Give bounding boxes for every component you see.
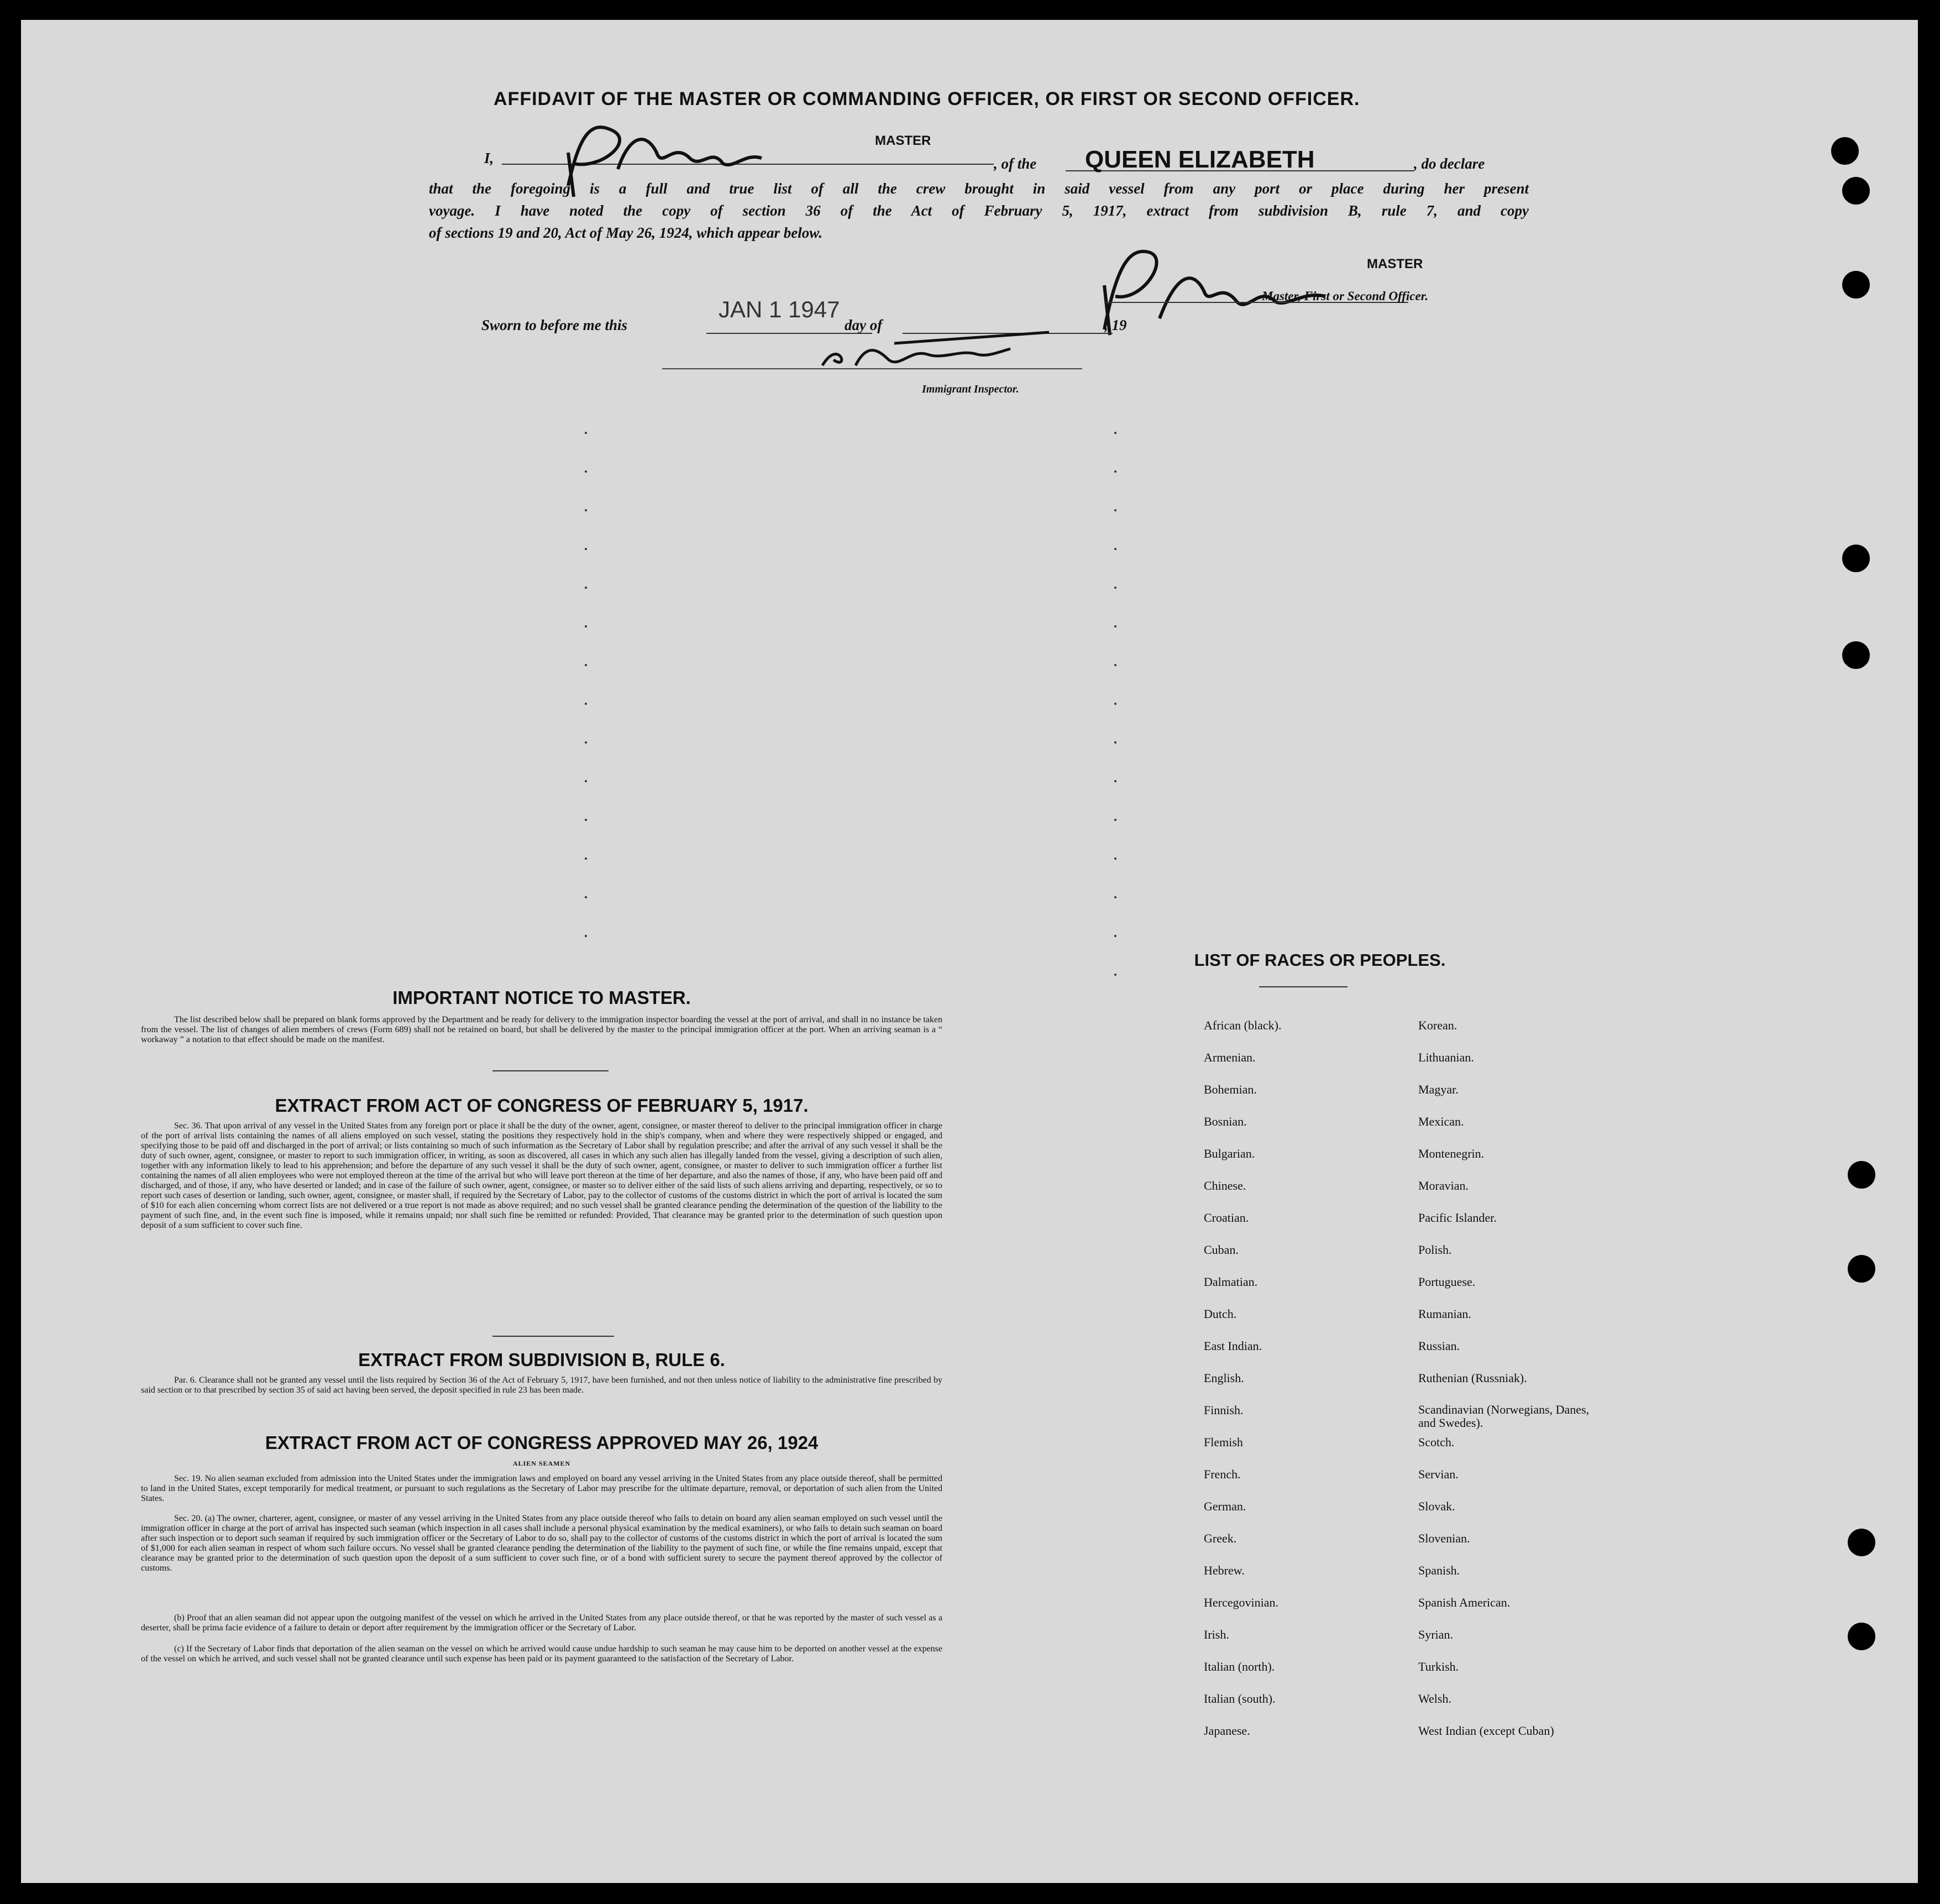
master-stamp-2: MASTER <box>1367 257 1423 271</box>
race-item: Pacific Islander. <box>1418 1211 1497 1225</box>
race-item: Greek. <box>1204 1531 1237 1545</box>
sworn-label: Sworn to before me this <box>481 317 628 333</box>
race-item: Polish. <box>1418 1243 1452 1257</box>
race-item: Irish. <box>1204 1628 1229 1641</box>
race-item: West Indian (except Cuban) <box>1418 1724 1554 1738</box>
race-item: Bosnian. <box>1204 1115 1247 1128</box>
inspector-caption: Immigrant Inspector. <box>922 383 1019 395</box>
affidavit-line-3: voyage. I have noted the copy of section 36 of the Act of February 5, 1917, extract from subdivision B, rule 7, and copy <box>429 202 1529 219</box>
extract-1924-subheading: ALIEN SEAMEN <box>512 1460 571 1467</box>
punch-hole <box>1848 1255 1875 1283</box>
punch-hole <box>1842 271 1870 299</box>
extract-1917-heading: EXTRACT FROM ACT OF CONGRESS OF FEBRUARY 5, 1917. <box>275 1095 809 1116</box>
race-item: Cuban. <box>1204 1243 1239 1257</box>
race-item: Scotch. <box>1418 1435 1455 1449</box>
races-heading: LIST OF RACES OR PEOPLES. <box>1194 950 1446 970</box>
race-item: Hercegovinian. <box>1204 1596 1278 1609</box>
do-declare-label: , do declare <box>1414 155 1485 172</box>
vessel-name: QUEEN ELIZABETH <box>1085 146 1315 173</box>
i-label: I, <box>484 150 494 166</box>
race-item: East Indian. <box>1204 1339 1262 1353</box>
race-item: Mexican. <box>1418 1115 1464 1128</box>
master-stamp: MASTER <box>875 133 931 148</box>
race-item: Japanese. <box>1204 1724 1250 1738</box>
race-item: Croatian. <box>1204 1211 1249 1225</box>
race-item: Welsh. <box>1418 1692 1451 1706</box>
of-the-label: , of the <box>994 155 1037 172</box>
inspector-signature-line <box>662 368 1082 369</box>
race-item: Finnish. <box>1204 1403 1244 1417</box>
race-item: Syrian. <box>1418 1628 1453 1641</box>
extract-1917-body: Sec. 36. That upon arrival of any vessel in the United States from any foreign port or place it shall be the duty of the owner, agent, consignee, or master thereof to deliver to the principal immigration officer in charge of the port of arrival lists containing the names of all aliens employed on such vessel, stating the positions they respectively hold in the ship's company, when and where they were respectively shipped or engaged, and specifying those to be paid off and discharged in the port of arrival; or lists containing so much of such information as the Secretary of Labor shall by regulation prescribe; and after the arrival of any such vessel it shall be the duty of such owner, agent, consignee, or master to report to such immigration officer, in writing, as soon as discovered, all cases in which any such alien has illegally landed from the vessel, giving a description of such alien, together with any information likely to lead to his apprehension; and before the departure of any such vessel it shall be the duty of such owner, agent, consignee, or master to deliver to such immigration officer a further list containing the names of all alien employees who were not employed thereon at the time of the arrival but who will leave port thereon at the time of her departure, and also the names of those, if any, who have been paid off and discharged, and of those, if any, who have deserted or landed; and in case of the failure of such owner, agent, consignee, or master so to deliver either of the said lists of such aliens arriving and departing, respectively, or so to report such cases of desertion or landing, such owner, agent, consignee, or master shall, if required by the Secretary of Labor, pay to the collector of customs of the customs district in which the port of arrival is located the sum of $10 for each alien concerning whom correct lists are not delivered or a true report is not made as above required; and no such vessel shall be granted clearance pending the determination of the question of the liability to the payment of such fine, and, in the event such fine is imposed, while it remains unpaid; nor shall such fine be remitted or refunded: Provided, That clearance may be granted prior to the determination of such question upon deposit of a sum sufficient to cover such fine. <box>141 1121 942 1230</box>
race-item: Russian. <box>1418 1339 1460 1353</box>
race-item: Italian (north). <box>1204 1660 1275 1673</box>
race-item: Hebrew. <box>1204 1563 1245 1577</box>
race-item: Italian (south). <box>1204 1692 1276 1706</box>
race-item: Ruthenian (Russniak). <box>1418 1371 1527 1385</box>
punch-hole <box>1848 1161 1875 1189</box>
divider <box>492 1070 609 1071</box>
race-item: Montenegrin. <box>1418 1147 1485 1160</box>
sec-20b: (b) Proof that an alien seaman did not appear upon the outgoing manifest of the vessel on which he arrived in the United States from any place outside thereof, or that he was reported by the master of such vessel as a deserter, shall be prima facie evidence of a failure to detain or deport after requirement by the immigration officer or the Secretary of Labor. <box>141 1613 942 1633</box>
sec-20c: (c) If the Secretary of Labor finds that deportation of the alien seaman on the vessel on which he arrived would cause undue hardship to such seaman he may cause him to be deported on another vessel at the expense of the vessel on which he arrived, and such vessel shall not be granted clearance until such expense has been paid or its payment guaranteed to the satisfaction of the Secretary of Labor. <box>141 1644 942 1664</box>
race-item: Korean. <box>1418 1018 1457 1032</box>
year-prefix: , 19 <box>1104 317 1127 333</box>
race-item: Lithuanian. <box>1418 1050 1474 1064</box>
punch-hole <box>1842 177 1870 205</box>
punch-hole <box>1842 641 1870 669</box>
sec-19: Sec. 19. No alien seaman excluded from admission into the United States under the immigration laws and employed on board any vessel arriving in the United States from any place outside thereof, shall be permitted to land in the United States, except temporarily for medical treatment, or pursuant to such regulations as the Secretary of Labor may prescribe for the ultimate departure, removal, or deportation of such alien from the United States. <box>141 1474 942 1503</box>
affidavit-line-4: of sections 19 and 20, Act of May 26, 1924, which appear below. <box>429 224 822 241</box>
race-item: Spanish. <box>1418 1563 1460 1577</box>
race-item: African (black). <box>1204 1018 1282 1032</box>
race-item: German. <box>1204 1499 1246 1513</box>
race-item: Moravian. <box>1418 1179 1469 1192</box>
race-item: Rumanian. <box>1418 1307 1471 1321</box>
inspector-signature <box>817 327 1082 382</box>
document-page <box>21 20 1918 1883</box>
race-item: Spanish American. <box>1418 1596 1511 1609</box>
races-divider <box>1259 986 1347 987</box>
race-item: Slovak. <box>1418 1499 1455 1513</box>
race-item: Chinese. <box>1204 1179 1246 1192</box>
race-item: Magyar. <box>1418 1082 1459 1096</box>
punch-hole <box>1831 137 1859 165</box>
extract-1924-heading: EXTRACT FROM ACT OF CONGRESS APPROVED MAY 26, 1924 <box>265 1432 819 1453</box>
subdivision-body: Par. 6. Clearance shall not be granted any vessel until the lists required by Section 36 of the Act of February 5, 1917, have been furnished, and not then unless notice of liability to the administrative fine prescribed by said section or to that prescribed by section 35 of said act having been served, the deposit specified in rule 23 has been made. <box>141 1375 942 1395</box>
race-item: Portuguese. <box>1418 1275 1476 1289</box>
race-item: Bulgarian. <box>1204 1147 1255 1160</box>
notice-body: The list described below shall be prepared on blank forms approved by the Department and be ready for delivery to the immigration inspector boarding the vessel at the port of arrival, and shall in no instance be taken from the vessel. The list of changes of alien members of crews (Form 689) shall not be retained on board, but shall be delivered by the master to the principal immigration officer at the port. When an arriving seaman is a “ workaway ” a notation to that effect should be made on the manifest. <box>141 1015 942 1044</box>
divider-2 <box>492 1336 614 1337</box>
race-item: Scandinavian (Norwegians, Danes, and Swedes). <box>1418 1403 1590 1430</box>
race-item: Dutch. <box>1204 1307 1237 1321</box>
punch-hole <box>1842 545 1870 572</box>
race-item: Flemish <box>1204 1435 1243 1449</box>
punch-hole <box>1848 1623 1875 1650</box>
subdivision-heading: EXTRACT FROM SUBDIVISION B, RULE 6. <box>358 1349 725 1370</box>
notice-heading: IMPORTANT NOTICE TO MASTER. <box>392 987 691 1008</box>
race-item: Dalmatian. <box>1204 1275 1258 1289</box>
race-item: Servian. <box>1418 1467 1459 1481</box>
race-item: English. <box>1204 1371 1244 1385</box>
race-item: Slovenian. <box>1418 1531 1470 1545</box>
affidavit-line-2: that the foregoing is a full and true list of all the crew brought in said vessel from any port or place during her present <box>429 180 1529 197</box>
affidavit-title: AFFIDAVIT OF THE MASTER OR COMMANDING OFFICER, OR FIRST OR SECOND OFFICER. <box>494 88 1360 109</box>
sec-20a: Sec. 20. (a) The owner, charterer, agent, consignee, or master of any vessel arriving in the United States from any place outside thereof who fails to detain on board any alien seaman employed on such vessel until the immigration officer in charge at the port of arrival has inspected such seaman (which inspection in all cases shall include a personal physical examination by the medical examiners), or who fails to detain such seaman on board after such inspection or to deport such seaman if required by such immigration officer or the Secretary of Labor to do so, shall pay to the collector of customs of the customs district in which the port of arrival is located the sum of $1,000 for each alien seaman in respect of whom such failure occurs. No vessel shall be granted clearance pending the determination of the liability to the payment of such fine, or while the fine remains unpaid, except that clearance may be granted prior to the determination of such question upon the deposit of a sum sufficient to cover such fine, or of a bond with sufficient surety to secure the payment thereof approved by the collector of customs. <box>141 1514 942 1573</box>
day-of-label: day of <box>845 317 883 333</box>
race-item: Turkish. <box>1418 1660 1459 1673</box>
race-item: Bohemian. <box>1204 1082 1257 1096</box>
race-item: Armenian. <box>1204 1050 1256 1064</box>
punch-hole <box>1848 1529 1875 1556</box>
race-item: French. <box>1204 1467 1241 1481</box>
date-stamp: JAN 1 1947 <box>719 296 840 322</box>
officer-caption: Master, First or Second Officer. <box>1262 289 1429 303</box>
